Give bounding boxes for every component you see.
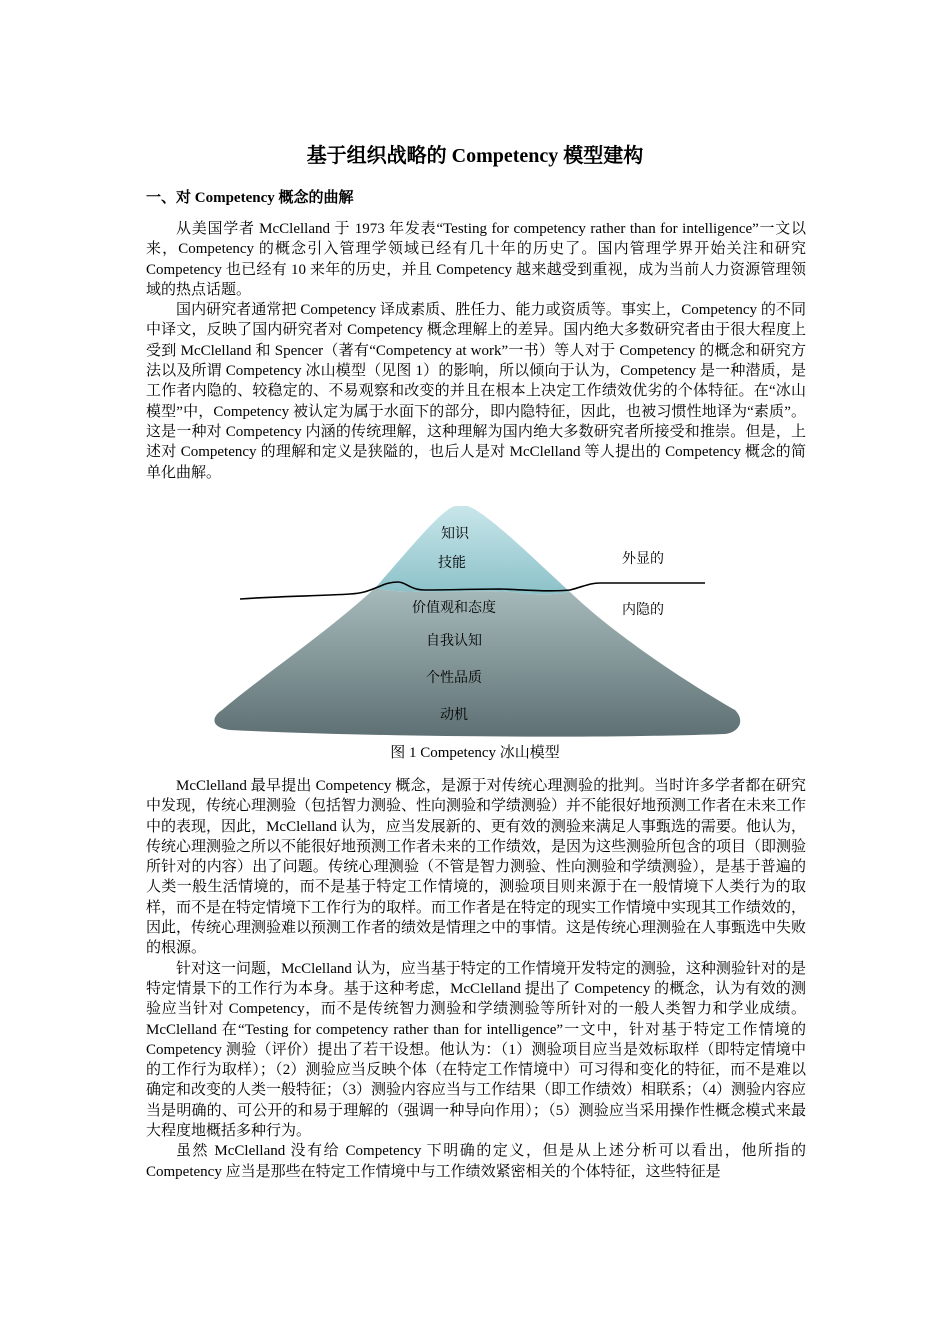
iceberg-tip <box>375 506 570 594</box>
section-heading: 一、对 Competency 概念的曲解 <box>146 190 354 206</box>
figure-caption: 图 1 Competency 冰山模型 <box>390 745 560 761</box>
body-text-before-figure <box>146 219 806 483</box>
label-motives: 动机 <box>440 707 468 723</box>
label-skills: 技能 <box>438 555 466 571</box>
label-knowledge: 知识 <box>441 526 469 542</box>
iceberg-figure <box>200 500 760 745</box>
paragraph: McClelland 最早提出 Competency 概念，是源于对传统心理测验的批判。当时许多学者都在研究中发现，传统心理测验（包括智力测验、性向测验和学绩测验）并不能很好地预测工作者在未来工作中的表现，因此，McClelland 认为，应当发展新的、更有效的测验来满足人事甄选的需要。他认为，传统心理测验之所以不能很好地预测工作者未来的工作绩效，是因为这些测验所包含的项目（即测验所针对的内容）出了问题。传统心理测验（不管是智力测验、性向测验和学绩测验），是基于普遍的人类一般生活情境的，而不是基于特定工作情境的，测验项目则来源于在一般情境下人类行为的取样，而不是在特定情境下工作行为的取样。而工作者是在特定的现实工作情境中实现其工作绩效的，因此，传统心理测验难以预测工作者的绩效是情理之中的事情。这是传统心理测验在人事甄选中失败的根源。 <box>146 778 807 957</box>
label-self-concept: 自我认知 <box>426 633 482 649</box>
paragraph: 国内研究者通常把 Competency 译成素质、胜任力、能力或资质等。事实上，Competency 的不同中译文，反映了国内研究者对 Competency 概念理解上的差异。国内绝大多数研究者由于很大程度上受到 McClelland 和 Spencer（著有“Competency at work”一书）等人对于 Competency 的概念和研究方法以及所谓 Competency 冰山模型（见图 1）的影响，所以倾向于认为，Competency 是一种潜质，是工作者内隐的、较稳定的、不易观察和改变的并且在根本上决定工作绩效优劣的个体特征。在“冰山模型”中，Competency 被认定为属于水面下的部分，即内隐特征，因此，也被习惯性地译为“素质”。这是一种对 Competency 内涵的传统理解，这种理解为国内绝大多数研究者所接受和推崇。但是，上述对 Competency 的理解和定义是狭隘的，也后人是对 McClelland 等人提出的 Competency 概念的简单化曲解。 <box>146 302 806 481</box>
label-values-attitudes: 价值观和态度 <box>412 600 496 616</box>
paragraph: 虽然 McClelland 没有给 Competency 下明确的定义，但是从上述分析可以看出，他所指的 Competency 应当是那些在特定工作情境中与工作绩效紧密相关的个体特征，这些特征是 <box>146 1143 806 1180</box>
iceberg-graphic <box>200 500 760 745</box>
label-visible: 外显的 <box>622 551 664 567</box>
document-title: 基于组织战略的 Competency 模型建构 <box>306 145 644 167</box>
body-text-after-figure <box>146 776 806 1182</box>
label-hidden: 内隐的 <box>622 602 664 618</box>
label-traits: 个性品质 <box>426 670 482 686</box>
paragraph: 针对这一问题，McClelland 认为，应当基于特定的工作情境开发特定的测验，这种测验针对的是特定情景下的工作行为本身。基于这种考虑，McClelland 提出了 Competency 的概念，认为有效的测验应当针对 Competency，而不是传统智力测验和学绩测验等所针对的一般人类智力和学业成绩。McClelland 在“Testing for competency rather than for intelligence”一文中，针对基于特定工作情境的 Competency 测验（评价）提出了若干设想。他认为：（1）测验项目应当是效标取样（即特定情境中的工作行为取样）；（2）测验应当反映个体（在特定工作情境中）可习得和变化的特征，而不是难以确定和改变的人类一般特征；（3）测验内容应当与工作结果（即工作绩效）相联系；（4）测验内容应当是明确的、可公开的和易于理解的（强调一种导向作用）；（5）测验应当采用操作性概念模式来最大程度地概括多种行为。 <box>146 960 807 1140</box>
paragraph: 从美国学者 McClelland 于 1973 年发表“Testing for competency rather than for intelligence”一文以来，Competency 的概念引入管理学领域已经有几十年的历史了。国内管理学界开始关注和研究 Competency 也已经有 10 来年的历史，并且 Competency 越来越受到重视，成为当前人力资源管理领域的热点话题。 <box>146 221 806 298</box>
